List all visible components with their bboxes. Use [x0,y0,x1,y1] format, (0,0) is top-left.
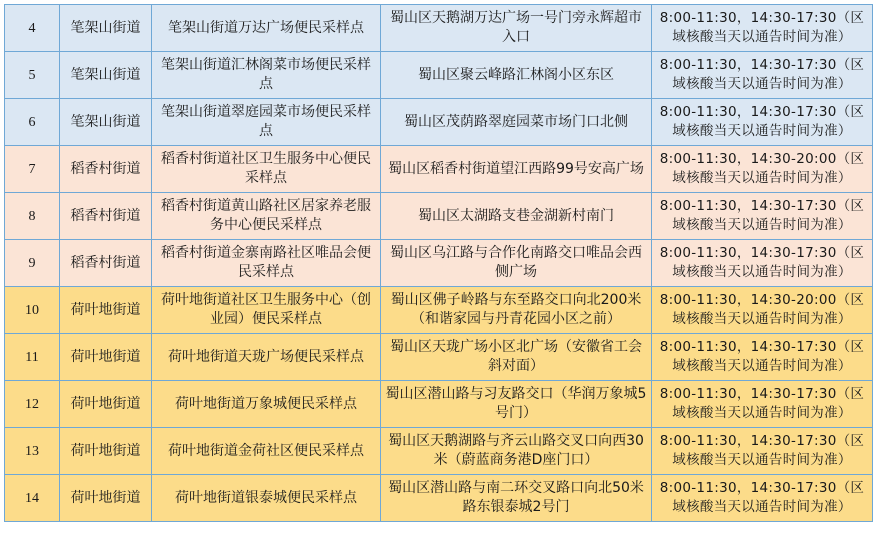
street-name-cell: 稻香村街道 [60,146,152,193]
service-hours-cell: 8:00-11:30，14:30-17:30（区域核酸当天以通告时间为准） [652,381,873,428]
sampling-site-name-cell: 荷叶地街道银泰城便民采样点 [152,475,381,522]
site-address-cell: 蜀山区潜山路与南二环交叉路口向北50米路东银泰城2号门 [381,475,652,522]
table-row [5,334,873,381]
row-number-cell: 11 [5,334,60,381]
sampling-site-name-cell: 荷叶地街道天珑广场便民采样点 [152,334,381,381]
row-number-cell: 5 [5,52,60,99]
row-number-cell: 7 [5,146,60,193]
table-row [5,193,873,240]
row-number-cell: 6 [5,99,60,146]
table-row [5,99,873,146]
table-row [5,381,873,428]
row-number-cell: 10 [5,287,60,334]
row-number-cell: 12 [5,381,60,428]
street-name-cell: 笔架山街道 [60,52,152,99]
site-address-cell: 蜀山区天珑广场小区北广场（安徽省工会斜对面） [381,334,652,381]
service-hours-cell: 8:00-11:30，14:30-17:30（区域核酸当天以通告时间为准） [652,99,873,146]
street-name-cell: 笔架山街道 [60,5,152,52]
street-name-cell: 笔架山街道 [60,99,152,146]
site-address-cell: 蜀山区天鹅湖万达广场一号门旁永辉超市入口 [381,5,652,52]
site-address-cell: 蜀山区茂荫路翠庭园菜市场门口北侧 [381,99,652,146]
street-name-cell: 荷叶地街道 [60,334,152,381]
sampling-site-name-cell: 稻香村街道社区卫生服务中心便民采样点 [152,146,381,193]
service-hours-cell: 8:00-11:30，14:30-17:30（区域核酸当天以通告时间为准） [652,5,873,52]
sampling-sites-table [4,4,873,522]
table-row [5,5,873,52]
service-hours-cell: 8:00-11:30，14:30-17:30（区域核酸当天以通告时间为准） [652,428,873,475]
sampling-site-name-cell: 笔架山街道汇林阁菜市场便民采样点 [152,52,381,99]
street-name-cell: 稻香村街道 [60,193,152,240]
table-row [5,52,873,99]
street-name-cell: 荷叶地街道 [60,428,152,475]
site-address-cell: 蜀山区稻香村街道望江西路99号安高广场 [381,146,652,193]
service-hours-cell: 8:00-11:30，14:30-17:30（区域核酸当天以通告时间为准） [652,334,873,381]
sampling-site-name-cell: 稻香村街道黄山路社区居家养老服务中心便民采样点 [152,193,381,240]
service-hours-cell: 8:00-11:30，14:30-20:00（区域核酸当天以通告时间为准） [652,287,873,334]
street-name-cell: 荷叶地街道 [60,381,152,428]
site-address-cell: 蜀山区太湖路支巷金湖新村南门 [381,193,652,240]
table-row [5,475,873,522]
table-body [5,5,873,522]
service-hours-cell: 8:00-11:30，14:30-17:30（区域核酸当天以通告时间为准） [652,193,873,240]
street-name-cell: 稻香村街道 [60,240,152,287]
sampling-site-name-cell: 笔架山街道翠庭园菜市场便民采样点 [152,99,381,146]
sampling-site-name-cell: 荷叶地街道金荷社区便民采样点 [152,428,381,475]
sampling-site-name-cell: 荷叶地街道社区卫生服务中心（创业园）便民采样点 [152,287,381,334]
table-row [5,428,873,475]
sampling-site-name-cell: 荷叶地街道万象城便民采样点 [152,381,381,428]
sampling-sites-table-container [4,4,873,522]
table-row [5,240,873,287]
service-hours-cell: 8:00-11:30，14:30-17:30（区域核酸当天以通告时间为准） [652,240,873,287]
sampling-site-name-cell: 笔架山街道万达广场便民采样点 [152,5,381,52]
site-address-cell: 蜀山区天鹅湖路与齐云山路交叉口向西30米（蔚蓝商务港D座门口） [381,428,652,475]
street-name-cell: 荷叶地街道 [60,287,152,334]
table-row [5,287,873,334]
site-address-cell: 蜀山区潜山路与习友路交口（华润万象城5号门） [381,381,652,428]
service-hours-cell: 8:00-11:30，14:30-17:30（区域核酸当天以通告时间为准） [652,52,873,99]
site-address-cell: 蜀山区聚云峰路汇林阁小区东区 [381,52,652,99]
site-address-cell: 蜀山区佛子岭路与东至路交口向北200米（和谐家园与丹青花园小区之前） [381,287,652,334]
row-number-cell: 13 [5,428,60,475]
row-number-cell: 14 [5,475,60,522]
table-row [5,146,873,193]
row-number-cell: 4 [5,5,60,52]
sampling-site-name-cell: 稻香村街道金寨南路社区唯品会便民采样点 [152,240,381,287]
row-number-cell: 9 [5,240,60,287]
site-address-cell: 蜀山区乌江路与合作化南路交口唯品会西侧广场 [381,240,652,287]
service-hours-cell: 8:00-11:30，14:30-20:00（区域核酸当天以通告时间为准） [652,146,873,193]
service-hours-cell: 8:00-11:30，14:30-17:30（区域核酸当天以通告时间为准） [652,475,873,522]
row-number-cell: 8 [5,193,60,240]
street-name-cell: 荷叶地街道 [60,475,152,522]
